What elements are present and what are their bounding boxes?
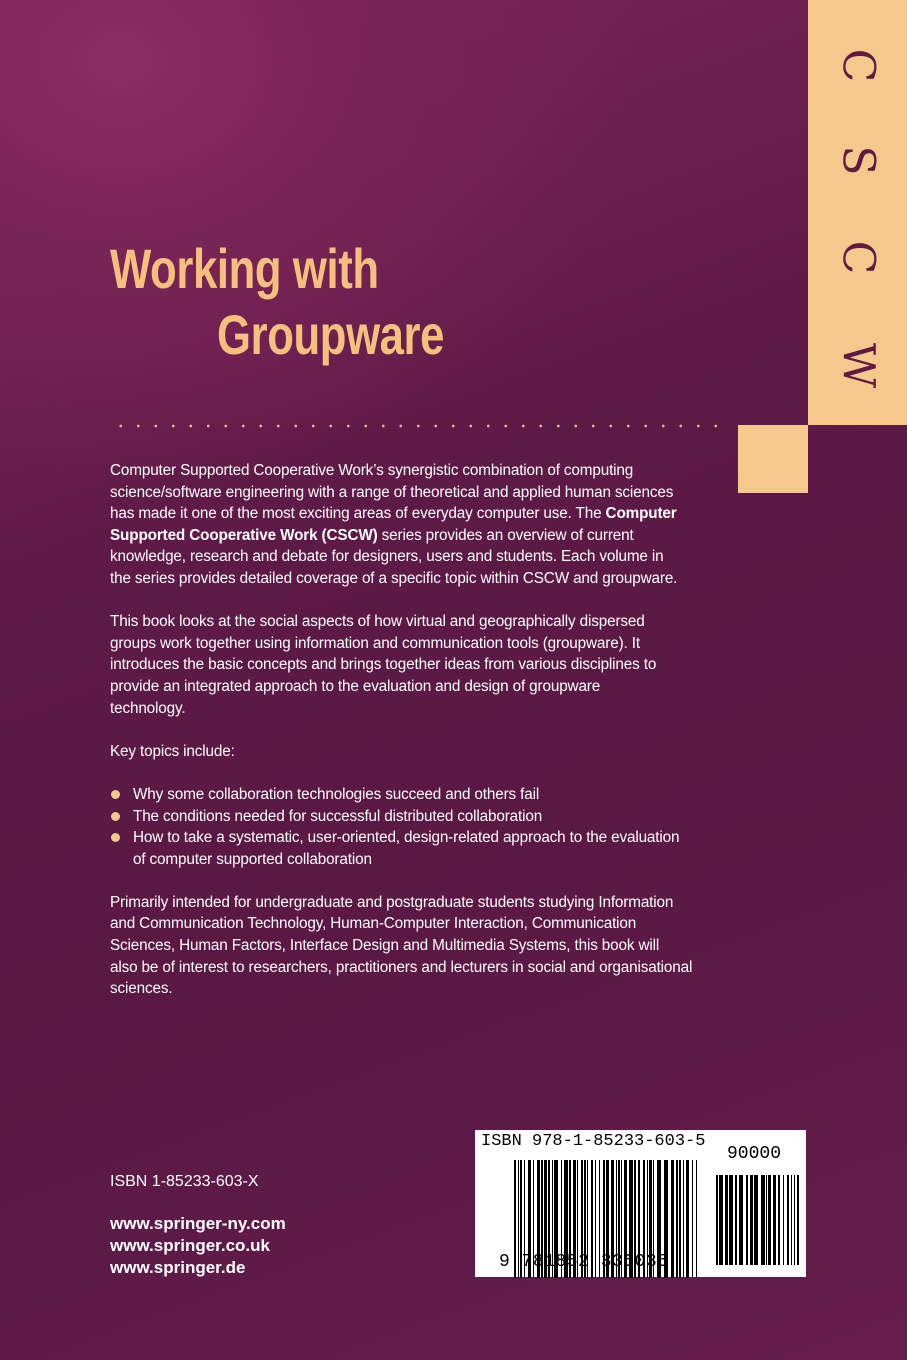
barcode-bar — [773, 1175, 776, 1265]
text-line: and Communication Technology, Human-Computer Interaction, Communication — [110, 915, 637, 933]
series-letter: C — [832, 240, 883, 275]
barcode-bar — [754, 1175, 758, 1265]
text-line: Sciences, Human Factors, Interface Design and Multimedia Systems, this book will — [110, 937, 660, 955]
barcode-bar — [797, 1175, 799, 1265]
text-line: Computer Supported Cooperative Work’s synergistic combination of computing — [110, 462, 634, 479]
barcode-bar — [696, 1160, 697, 1278]
text-line: introduces the basic concepts and brings together ideas from various disciplines to — [110, 656, 657, 674]
list-item: The conditions needed for successful distributed collaboration — [110, 806, 720, 828]
barcode-bar — [778, 1175, 780, 1265]
series-letter: W — [832, 342, 883, 389]
barcode-bar — [768, 1175, 771, 1265]
accent-square — [738, 425, 808, 493]
barcode-bar — [686, 1160, 689, 1278]
topics-list — [110, 784, 720, 870]
text-line: Primarily intended for undergraduate and postgraduate students studying Information — [110, 893, 674, 911]
text: has made it one of the most exciting areas of everyday computer use. The — [110, 505, 606, 523]
text: series provides an overview of current — [377, 526, 634, 544]
barcode-bar — [761, 1175, 765, 1265]
text-line: sciences. — [110, 980, 173, 998]
series-name: Computer — [605, 505, 677, 523]
text-line: provide an integrated approach to the evaluation and design of groupware — [110, 677, 601, 695]
dotted-divider — [112, 424, 724, 428]
url: www.springer.de — [110, 1258, 246, 1277]
url: www.springer.co.uk — [110, 1236, 270, 1255]
book-paragraph — [110, 611, 720, 719]
publisher-urls — [110, 1213, 286, 1279]
barcode-bar — [735, 1175, 737, 1265]
text-line: the series provides detailed coverage of a specific topic within CSCW and groupware. — [110, 569, 678, 587]
title-line-1: Working with — [110, 237, 379, 300]
list-item — [110, 827, 720, 870]
barcode-bar — [746, 1175, 748, 1265]
barcode-bar — [676, 1160, 678, 1278]
text-line: of computer supported collaboration — [133, 850, 372, 868]
text-line: This book looks at the social aspects of how virtual and geographically dispersed — [110, 613, 645, 631]
series-name: Supported Cooperative Work (CSCW) — [110, 526, 378, 544]
barcode-bar — [739, 1175, 743, 1265]
barcode-bar — [787, 1175, 789, 1265]
barcode-bar — [725, 1175, 728, 1265]
text-line: technology. — [110, 699, 186, 717]
audience-paragraph — [110, 892, 720, 1000]
barcode-addon-price: 90000 — [727, 1144, 782, 1164]
description — [110, 460, 720, 1021]
barcode-bar — [794, 1175, 795, 1265]
key-topics-label: Key topics include: — [110, 742, 235, 760]
text-line: knowledge, research and debate for designers, users and students. Each volume in — [110, 548, 664, 566]
series-letter: C — [832, 48, 883, 83]
text-line: also be of interest to researchers, practitioners and lecturers in social and organisational — [110, 958, 693, 976]
barcode-bar — [692, 1160, 693, 1278]
barcode-bar — [766, 1175, 767, 1265]
barcode-bar — [719, 1175, 723, 1265]
list-item: Why some collaboration technologies succeed and others fail — [110, 784, 720, 806]
title-line-2: Groupware — [217, 303, 445, 366]
barcode-isbn13: ISBN 978-1-85233-603-5 — [481, 1132, 706, 1151]
text-line — [110, 525, 720, 547]
barcode-bar — [791, 1175, 792, 1265]
text-line: science/software engineering with a range of theoretical and applied human sciences — [110, 483, 674, 501]
text-line: How to take a systematic, user-oriented, design-related approach to the evaluation — [133, 829, 680, 847]
series-band — [808, 0, 907, 425]
barcode-bar — [671, 1160, 674, 1278]
barcode-bar — [750, 1175, 753, 1265]
intro-paragraph — [110, 460, 720, 590]
barcode-addon-bars — [715, 1175, 801, 1265]
barcode-bar — [716, 1175, 718, 1265]
text-line — [110, 503, 720, 525]
barcode-bar — [683, 1160, 684, 1278]
url: www.springer-ny.com — [110, 1214, 286, 1233]
isbn-10: ISBN 1-85233-603-X — [110, 1173, 259, 1190]
barcode-bar — [783, 1175, 784, 1265]
barcode-panel — [475, 1130, 806, 1277]
barcode-bar — [729, 1175, 733, 1265]
barcode-digits: 9 781852 336035 — [499, 1252, 669, 1272]
series-letter: S — [832, 145, 883, 176]
barcode-bar — [679, 1160, 681, 1278]
text-line: groups work together using information and communication tools (groupware). It — [110, 634, 640, 652]
